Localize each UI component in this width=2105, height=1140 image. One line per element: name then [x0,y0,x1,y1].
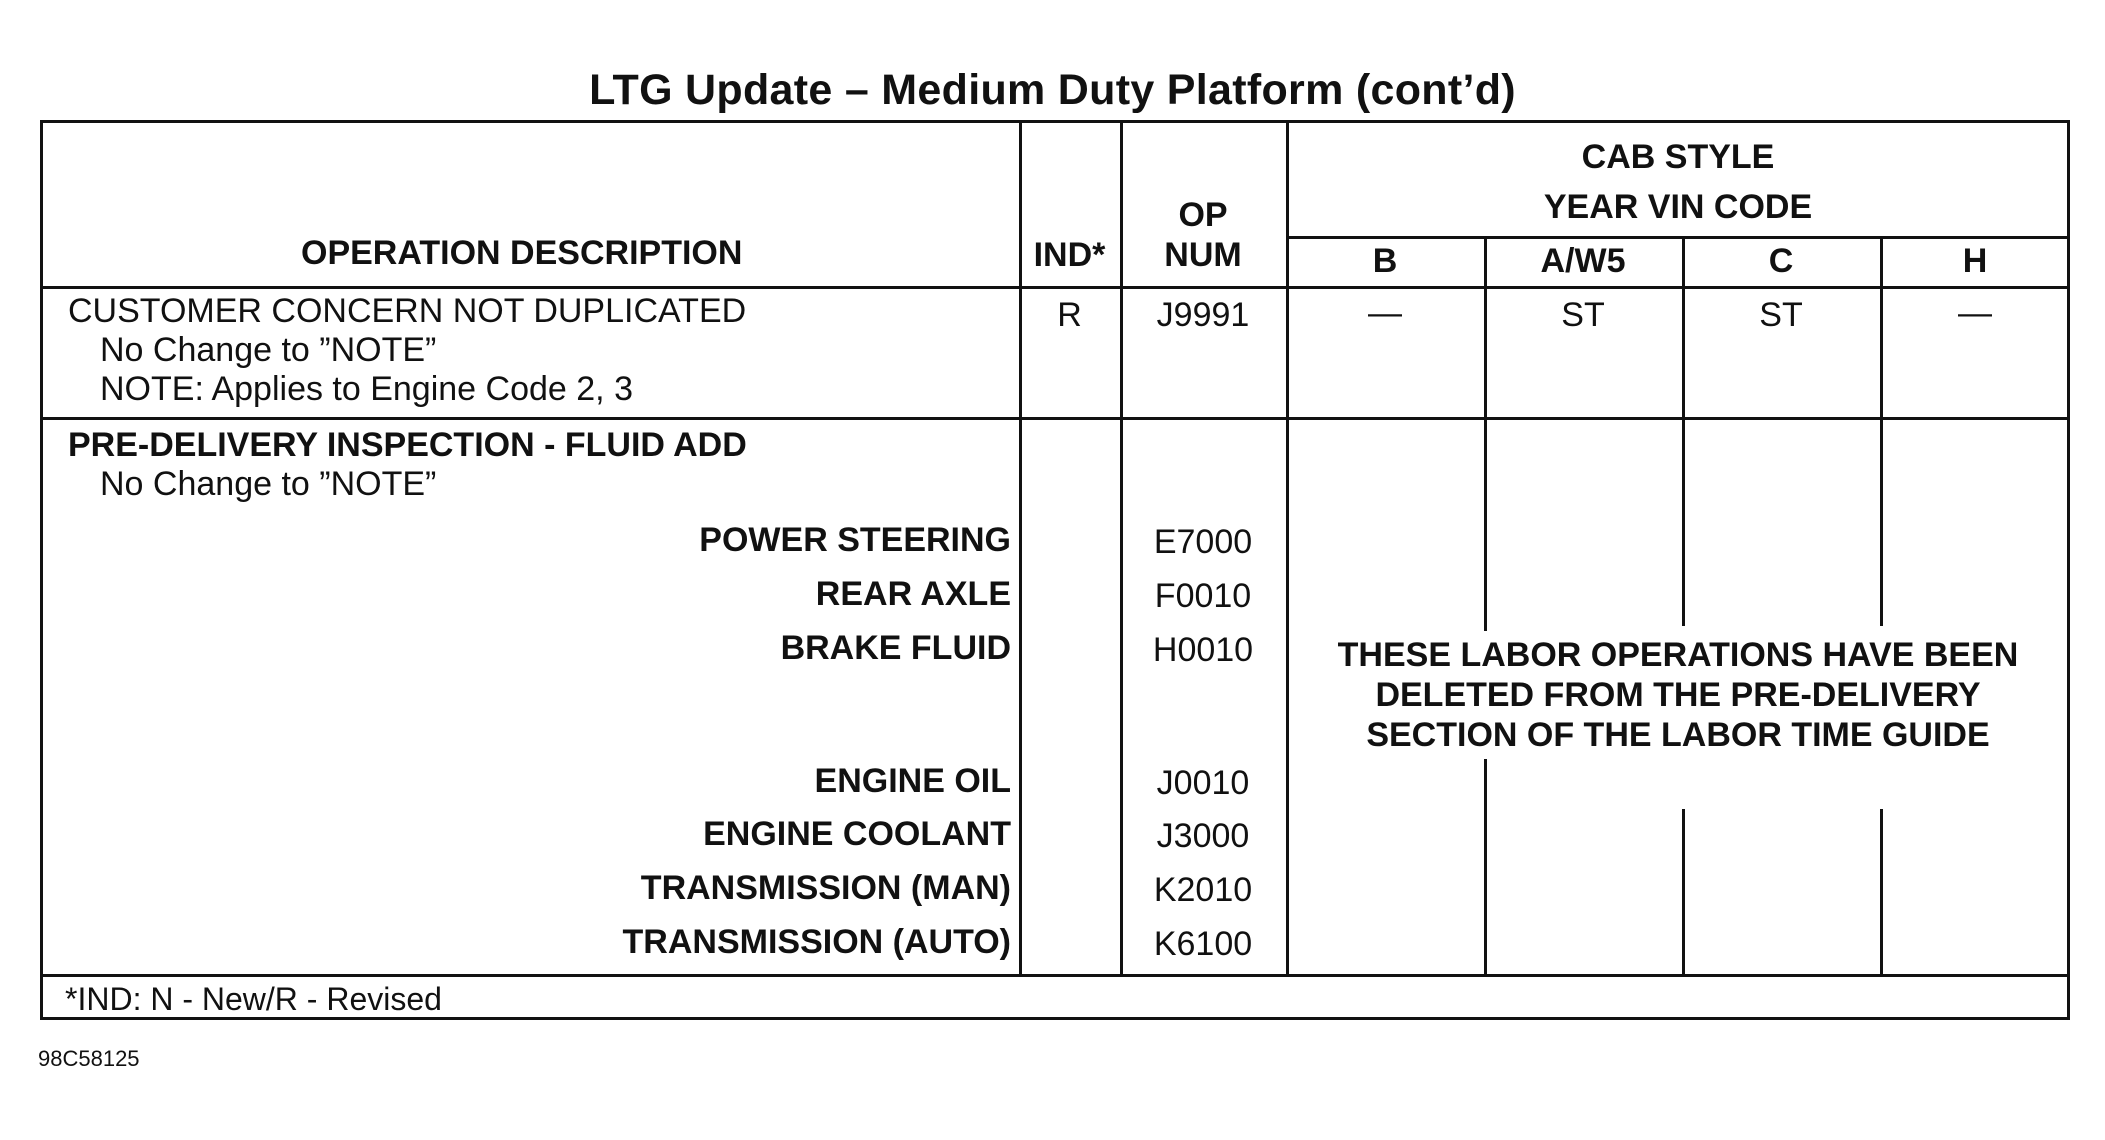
header-operation-description: OPERATION DESCRIPTION [301,234,743,272]
header-ind: IND* [1033,236,1106,274]
item-label: POWER STEERING [699,521,1011,559]
item-label: TRANSMISSION (MAN) [640,869,1011,907]
c-col-divider-lower [1880,809,1883,974]
footnote: *IND: N - New/R - Revised [65,981,442,1017]
cab-style-divider [1286,236,2070,239]
header-cab-style: CAB STYLE [1581,138,1775,176]
header-op: OP [1178,196,1228,234]
figure-code: 98C58125 [38,1046,140,1071]
deleted-note-line: SECTION OF THE LABOR TIME GUIDE [1366,716,1990,754]
row2-note-change: No Change to ”NOTE” [100,465,437,503]
row1-note-change: No Change to ”NOTE” [100,331,437,369]
page-title: LTG Update – Medium Duty Platform (cont’d) [589,66,1516,114]
row1-title: CUSTOMER CONCERN NOT DUPLICATED [68,292,747,330]
row1-divider [43,417,2070,420]
deleted-note-line: THESE LABOR OPERATIONS HAVE BEEN [1337,636,2019,674]
item-label: BRAKE FLUID [780,629,1011,667]
row2-title: PRE-DELIVERY INSPECTION - FLUID ADD [68,426,747,464]
deleted-note-line: DELETED FROM THE PRE-DELIVERY [1375,676,1981,714]
header-col-h: H [1962,242,1988,280]
item-op: K6100 [1153,925,1253,963]
row1-note-engine: NOTE: Applies to Engine Code 2, 3 [100,370,633,408]
header-year-vin-code: YEAR VIN CODE [1543,188,1813,226]
item-op: J3000 [1156,817,1250,855]
item-op: E7000 [1153,523,1253,561]
item-op: K2010 [1153,871,1253,909]
footer-divider [43,974,2070,977]
row1-h: — [1958,294,1992,332]
row1-b: — [1368,294,1402,332]
row1-ind: R [1057,296,1082,334]
item-label: REAR AXLE [815,575,1011,613]
header-col-b: B [1372,242,1398,280]
item-op: H0010 [1152,631,1254,669]
item-label: ENGINE OIL [814,762,1011,800]
labor-time-table [40,120,2070,1020]
row1-aw5: ST [1561,296,1605,334]
item-label: TRANSMISSION (AUTO) [622,923,1011,961]
item-op: F0010 [1154,577,1252,615]
item-label: ENGINE COOLANT [703,815,1011,853]
aw5-col-divider-lower [1682,809,1685,974]
header-divider [43,286,2070,289]
header-col-c: C [1768,242,1794,280]
header-num: NUM [1164,236,1242,274]
b-col-divider-lower [1484,759,1487,974]
item-op: J0010 [1156,764,1250,802]
deleted-operations-note [1289,631,2067,759]
row1-c: ST [1759,296,1803,334]
header-col-aw5: A/W5 [1540,242,1626,280]
row1-op: J9991 [1156,296,1250,334]
